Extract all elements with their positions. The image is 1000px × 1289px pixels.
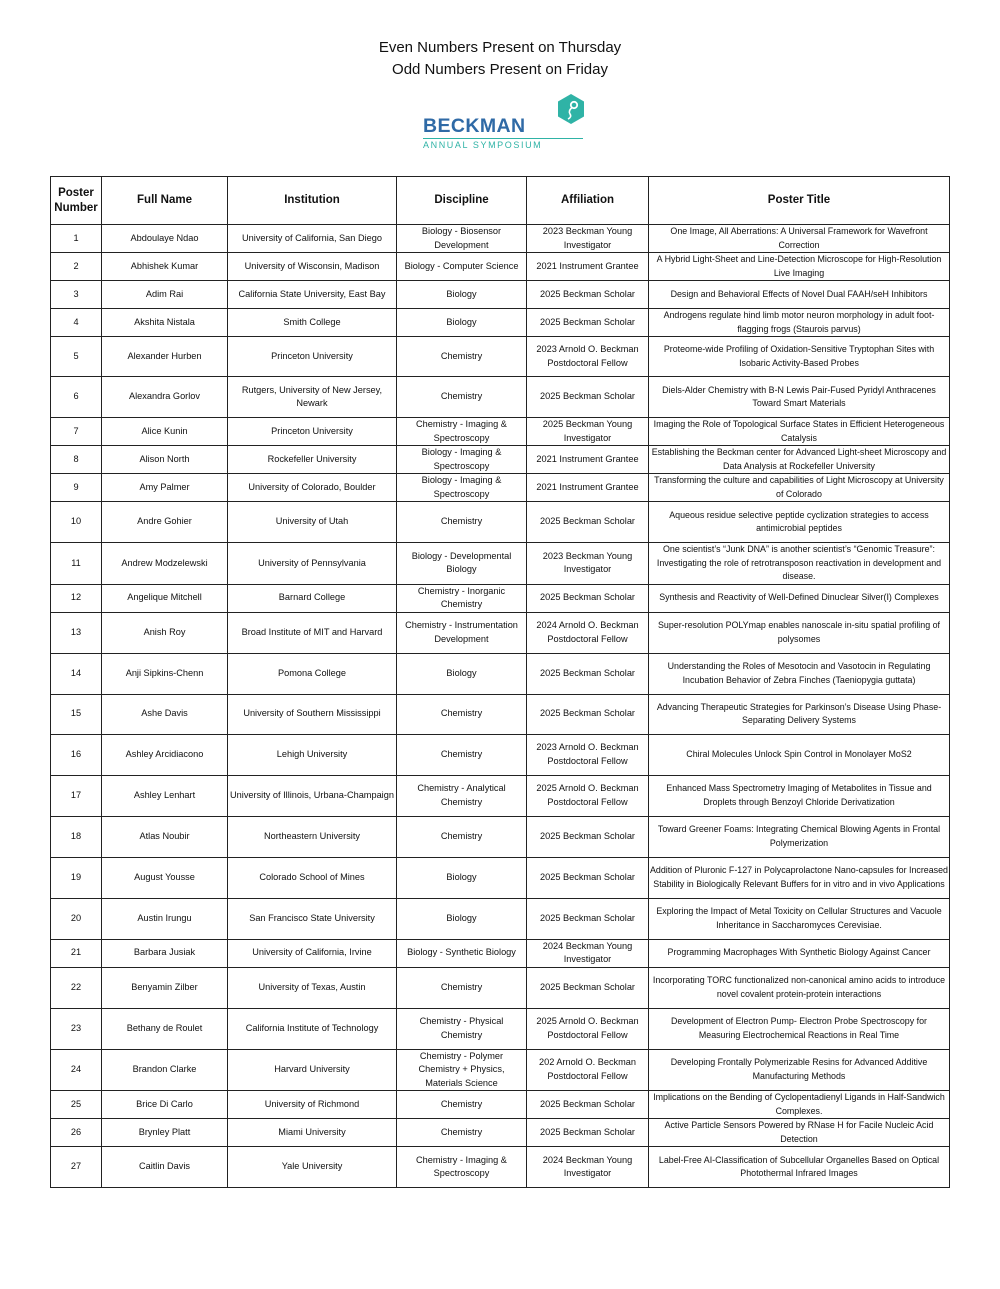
cell-poster-title: Transforming the culture and capabilities of Light Microscopy at University of Colorado xyxy=(649,474,950,502)
table-header-row xyxy=(51,177,950,225)
table-row xyxy=(51,446,950,474)
cell-full-name: Ashe Davis xyxy=(102,694,228,734)
cell-poster-title: One scientist’s “Junk DNA” is another scientist’s “Genomic Treasure”: Investigating the role of retrotransposon reactivation in development and disease. xyxy=(649,543,950,585)
cell-full-name: Brandon Clarke xyxy=(102,1049,228,1091)
cell-poster-number: 12 xyxy=(51,584,102,612)
cell-poster-title: One Image, All Aberrations: A Universal Framework for Wavefront Correction xyxy=(649,225,950,253)
cell-affiliation: 2023 Beckman Young Investigator xyxy=(527,225,649,253)
table-row xyxy=(51,502,950,543)
cell-full-name: Bethany de Roulet xyxy=(102,1008,228,1049)
cell-institution: Miami University xyxy=(228,1119,397,1147)
cell-full-name: Adim Rai xyxy=(102,281,228,309)
cell-full-name: Amy Palmer xyxy=(102,474,228,502)
cell-full-name: Alison North xyxy=(102,446,228,474)
cell-affiliation: 2025 Beckman Scholar xyxy=(527,898,649,939)
cell-full-name: Andre Gohier xyxy=(102,502,228,543)
cell-full-name: Barbara Jusiak xyxy=(102,939,228,967)
cell-poster-title: Design and Behavioral Effects of Novel Dual FAAH/seH Inhibitors xyxy=(649,281,950,309)
cell-institution: Broad Institute of MIT and Harvard xyxy=(228,612,397,653)
cell-discipline: Biology xyxy=(397,309,527,337)
table-row xyxy=(51,474,950,502)
beckman-logo xyxy=(420,94,586,156)
cell-discipline: Chemistry - Imaging & Spectroscopy xyxy=(397,418,527,446)
table-row xyxy=(51,418,950,446)
cell-poster-number: 18 xyxy=(51,816,102,857)
schedule-line-even: Even Numbers Present on Thursday xyxy=(378,39,622,56)
cell-poster-title: Androgens regulate hind limb motor neuron morphology in adult foot-flagging frogs (Staurois parvus) xyxy=(649,309,950,337)
cell-discipline: Chemistry - Instrumentation Development xyxy=(397,612,527,653)
cell-poster-number: 17 xyxy=(51,775,102,816)
cell-full-name: Ashley Arcidiacono xyxy=(102,734,228,775)
header-poster-title: Poster Title xyxy=(649,177,950,225)
cell-discipline: Chemistry - Analytical Chemistry xyxy=(397,775,527,816)
cell-full-name: Anish Roy xyxy=(102,612,228,653)
cell-poster-title: Enhanced Mass Spectrometry Imaging of Metabolites in Tissue and Droplets through Benzoyl Chloride Derivatization xyxy=(649,775,950,816)
cell-institution: Princeton University xyxy=(228,418,397,446)
cell-full-name: Alice Kunin xyxy=(102,418,228,446)
cell-poster-title: Chiral Molecules Unlock Spin Control in Monolayer MoS2 xyxy=(649,734,950,775)
cell-poster-number: 9 xyxy=(51,474,102,502)
cell-affiliation: 2025 Beckman Scholar xyxy=(527,694,649,734)
cell-discipline: Biology - Biosensor Development xyxy=(397,225,527,253)
cell-discipline: Biology - Imaging & Spectroscopy xyxy=(397,446,527,474)
cell-affiliation: 2025 Beckman Scholar xyxy=(527,502,649,543)
cell-affiliation: 2025 Beckman Young Investigator xyxy=(527,418,649,446)
cell-institution: California Institute of Technology xyxy=(228,1008,397,1049)
table-row xyxy=(51,653,950,694)
cell-affiliation: 2025 Beckman Scholar xyxy=(527,1091,649,1119)
cell-affiliation: 2025 Beckman Scholar xyxy=(527,653,649,694)
cell-institution: Pomona College xyxy=(228,653,397,694)
cell-institution: University of Pennsylvania xyxy=(228,543,397,585)
cell-affiliation: 2025 Beckman Scholar xyxy=(527,967,649,1008)
cell-poster-title: Advancing Therapeutic Strategies for Parkinson’s Disease Using Phase-Separating Delivery Systems xyxy=(649,694,950,734)
cell-discipline: Biology xyxy=(397,653,527,694)
cell-full-name: Brice Di Carlo xyxy=(102,1091,228,1119)
cell-poster-number: 19 xyxy=(51,857,102,898)
cell-affiliation: 202 Arnold O. Beckman Postdoctoral Fellow xyxy=(527,1049,649,1091)
cell-poster-number: 4 xyxy=(51,309,102,337)
cell-poster-number: 3 xyxy=(51,281,102,309)
header-discipline: Discipline xyxy=(397,177,527,225)
cell-poster-title: Aqueous residue selective peptide cyclization strategies to access antimicrobial peptides xyxy=(649,502,950,543)
cell-affiliation: 2023 Arnold O. Beckman Postdoctoral Fellow xyxy=(527,734,649,775)
cell-institution: University of Richmond xyxy=(228,1091,397,1119)
header-full-name: Full Name xyxy=(102,177,228,225)
cell-full-name: Brynley Platt xyxy=(102,1119,228,1147)
cell-full-name: Caitlin Davis xyxy=(102,1147,228,1188)
table-row xyxy=(51,1091,950,1119)
table-row xyxy=(51,253,950,281)
cell-affiliation: 2025 Beckman Scholar xyxy=(527,816,649,857)
table-row xyxy=(51,1049,950,1091)
cell-poster-number: 25 xyxy=(51,1091,102,1119)
cell-institution: Colorado School of Mines xyxy=(228,857,397,898)
cell-institution: Northeastern University xyxy=(228,816,397,857)
cell-full-name: Atlas Noubir xyxy=(102,816,228,857)
cell-discipline: Chemistry xyxy=(397,1091,527,1119)
table-row xyxy=(51,281,950,309)
cell-institution: Lehigh University xyxy=(228,734,397,775)
cell-poster-title: Proteome-wide Profiling of Oxidation-Sensitive Tryptophan Sites with Isobaric Activity-Based Probes xyxy=(649,337,950,377)
cell-poster-number: 8 xyxy=(51,446,102,474)
poster-table xyxy=(50,176,950,1188)
header-affiliation: Affiliation xyxy=(527,177,649,225)
cell-institution: Princeton University xyxy=(228,337,397,377)
cell-poster-title: Addition of Pluronic F-127 in Polycaprolactone Nano-capsules for Increased Stability in Biologically Relevant Buffers for in vitro and in vivo Applications xyxy=(649,857,950,898)
cell-discipline: Chemistry xyxy=(397,734,527,775)
cell-discipline: Chemistry xyxy=(397,1119,527,1147)
cell-poster-number: 23 xyxy=(51,1008,102,1049)
cell-poster-title: Label-Free AI-Classification of Subcellular Organelles Based on Optical Photothermal Infrared Images xyxy=(649,1147,950,1188)
cell-poster-number: 6 xyxy=(51,377,102,418)
cell-affiliation: 2023 Beckman Young Investigator xyxy=(527,543,649,585)
cell-affiliation: 2024 Beckman Young Investigator xyxy=(527,1147,649,1188)
cell-full-name: Andrew Modzelewski xyxy=(102,543,228,585)
cell-institution: University of Illinois, Urbana-Champaign xyxy=(228,775,397,816)
cell-discipline: Chemistry - Inorganic Chemistry xyxy=(397,584,527,612)
cell-discipline: Chemistry xyxy=(397,967,527,1008)
cell-discipline: Biology xyxy=(397,281,527,309)
cell-poster-number: 24 xyxy=(51,1049,102,1091)
table-row xyxy=(51,543,950,585)
cell-institution: Rockefeller University xyxy=(228,446,397,474)
cell-affiliation: 2025 Beckman Scholar xyxy=(527,1119,649,1147)
cell-full-name: Abhishek Kumar xyxy=(102,253,228,281)
cell-institution: Rutgers, University of New Jersey, Newark xyxy=(228,377,397,418)
cell-discipline: Chemistry - Polymer Chemistry + Physics, Materials Science xyxy=(397,1049,527,1091)
cell-institution: University of Wisconsin, Madison xyxy=(228,253,397,281)
cell-discipline: Biology - Imaging & Spectroscopy xyxy=(397,474,527,502)
cell-poster-title: Active Particle Sensors Powered by RNase H for Facile Nucleic Acid Detection xyxy=(649,1119,950,1147)
header-institution: Institution xyxy=(228,177,397,225)
table-row xyxy=(51,612,950,653)
table-row xyxy=(51,898,950,939)
cell-institution: University of California, Irvine xyxy=(228,939,397,967)
table-row xyxy=(51,694,950,734)
cell-poster-title: Establishing the Beckman center for Advanced Light-sheet Microscopy and Data Analysis at Rockefeller University xyxy=(649,446,950,474)
schedule-line-odd: Odd Numbers Present on Friday xyxy=(392,61,608,78)
cell-affiliation: 2025 Beckman Scholar xyxy=(527,281,649,309)
cell-affiliation: 2025 Beckman Scholar xyxy=(527,309,649,337)
cell-institution: California State University, East Bay xyxy=(228,281,397,309)
cell-discipline: Biology xyxy=(397,898,527,939)
cell-full-name: Abdoulaye Ndao xyxy=(102,225,228,253)
cell-poster-title: Exploring the Impact of Metal Toxicity on Cellular Structures and Vacuole Inheritance in Saccharomyces Cerevisiae. xyxy=(649,898,950,939)
table-row xyxy=(51,1147,950,1188)
cell-affiliation: 2025 Beckman Scholar xyxy=(527,857,649,898)
cell-poster-number: 2 xyxy=(51,253,102,281)
cell-institution: San Francisco State University xyxy=(228,898,397,939)
cell-affiliation: 2025 Arnold O. Beckman Postdoctoral Fellow xyxy=(527,775,649,816)
cell-poster-number: 22 xyxy=(51,967,102,1008)
cell-poster-number: 16 xyxy=(51,734,102,775)
cell-poster-number: 13 xyxy=(51,612,102,653)
table-row xyxy=(51,337,950,377)
table-row xyxy=(51,584,950,612)
cell-discipline: Biology - Computer Science xyxy=(397,253,527,281)
table-row xyxy=(51,1008,950,1049)
cell-discipline: Biology - Synthetic Biology xyxy=(397,939,527,967)
cell-full-name: Austin Irungu xyxy=(102,898,228,939)
cell-affiliation: 2025 Beckman Scholar xyxy=(527,377,649,418)
cell-discipline: Chemistry xyxy=(397,337,527,377)
table-row xyxy=(51,309,950,337)
cell-poster-number: 1 xyxy=(51,225,102,253)
table-row xyxy=(51,1119,950,1147)
cell-poster-title: Synthesis and Reactivity of Well-Defined Dinuclear Silver(I) Complexes xyxy=(649,584,950,612)
cell-full-name: Anji Sipkins-Chenn xyxy=(102,653,228,694)
beckman-hexagon-icon xyxy=(558,94,584,124)
cell-institution: University of Southern Mississippi xyxy=(228,694,397,734)
cell-discipline: Chemistry xyxy=(397,377,527,418)
cell-discipline: Biology - Developmental Biology xyxy=(397,543,527,585)
cell-poster-title: Imaging the Role of Topological Surface States in Efficient Heterogeneous Catalysis xyxy=(649,418,950,446)
cell-full-name: Ashley Lenhart xyxy=(102,775,228,816)
cell-poster-number: 26 xyxy=(51,1119,102,1147)
cell-poster-title: Implications on the Bending of Cyclopentadienyl Ligands in Half-Sandwich Complexes. xyxy=(649,1091,950,1119)
cell-institution: University of California, San Diego xyxy=(228,225,397,253)
cell-full-name: Benyamin Zilber xyxy=(102,967,228,1008)
cell-poster-number: 20 xyxy=(51,898,102,939)
cell-poster-number: 7 xyxy=(51,418,102,446)
cell-poster-number: 10 xyxy=(51,502,102,543)
cell-poster-title: Programming Macrophages With Synthetic Biology Against Cancer xyxy=(649,939,950,967)
cell-affiliation: 2021 Instrument Grantee xyxy=(527,474,649,502)
cell-poster-title: Incorporating TORC functionalized non-canonical amino acids to introduce novel covalent protein-protein interactions xyxy=(649,967,950,1008)
table-row xyxy=(51,225,950,253)
cell-affiliation: 2021 Instrument Grantee xyxy=(527,253,649,281)
cell-affiliation: 2025 Beckman Scholar xyxy=(527,584,649,612)
cell-poster-title: Toward Greener Foams: Integrating Chemical Blowing Agents in Frontal Polymerization xyxy=(649,816,950,857)
cell-discipline: Chemistry xyxy=(397,502,527,543)
cell-poster-number: 11 xyxy=(51,543,102,585)
header-poster-number: Poster Number xyxy=(51,177,102,225)
cell-discipline: Chemistry - Imaging & Spectroscopy xyxy=(397,1147,527,1188)
cell-poster-number: 5 xyxy=(51,337,102,377)
cell-affiliation: 2024 Arnold O. Beckman Postdoctoral Fellow xyxy=(527,612,649,653)
cell-institution: Smith College xyxy=(228,309,397,337)
cell-institution: Yale University xyxy=(228,1147,397,1188)
cell-institution: University of Texas, Austin xyxy=(228,967,397,1008)
table-row xyxy=(51,816,950,857)
cell-poster-number: 27 xyxy=(51,1147,102,1188)
table-row xyxy=(51,967,950,1008)
logo-wordmark: BECKMAN xyxy=(423,115,526,137)
cell-full-name: August Yousse xyxy=(102,857,228,898)
logo-subtitle: ANNUAL SYMPOSIUM xyxy=(423,140,543,150)
cell-poster-title: Diels-Alder Chemistry with B-N Lewis Pair-Fused Pyridyl Anthracenes Toward Smart Materials xyxy=(649,377,950,418)
cell-institution: Harvard University xyxy=(228,1049,397,1091)
table-row xyxy=(51,857,950,898)
cell-poster-title: Super-resolution POLYmap enables nanoscale in-situ spatial profiling of polysomes xyxy=(649,612,950,653)
cell-discipline: Chemistry xyxy=(397,694,527,734)
cell-full-name: Angelique Mitchell xyxy=(102,584,228,612)
cell-discipline: Chemistry - Physical Chemistry xyxy=(397,1008,527,1049)
table-row xyxy=(51,939,950,967)
cell-affiliation: 2024 Beckman Young Investigator xyxy=(527,939,649,967)
cell-full-name: Akshita Nistala xyxy=(102,309,228,337)
cell-poster-number: 15 xyxy=(51,694,102,734)
cell-poster-title: Understanding the Roles of Mesotocin and Vasotocin in Regulating Incubation Behavior of Zebra Finches (Taeniopygia guttata) xyxy=(649,653,950,694)
cell-affiliation: 2021 Instrument Grantee xyxy=(527,446,649,474)
cell-discipline: Chemistry xyxy=(397,816,527,857)
cell-institution: Barnard College xyxy=(228,584,397,612)
cell-full-name: Alexander Hurben xyxy=(102,337,228,377)
cell-discipline: Biology xyxy=(397,857,527,898)
cell-full-name: Alexandra Gorlov xyxy=(102,377,228,418)
cell-affiliation: 2025 Arnold O. Beckman Postdoctoral Fellow xyxy=(527,1008,649,1049)
cell-poster-number: 21 xyxy=(51,939,102,967)
cell-poster-title: Development of Electron Pump- Electron Probe Spectroscopy for Measuring Electrochemical Reactions in Real Time xyxy=(649,1008,950,1049)
table-row xyxy=(51,775,950,816)
logo-rule xyxy=(423,138,583,139)
cell-institution: University of Utah xyxy=(228,502,397,543)
cell-poster-title: Developing Frontally Polymerizable Resins for Advanced Additive Manufacturing Methods xyxy=(649,1049,950,1091)
cell-institution: University of Colorado, Boulder xyxy=(228,474,397,502)
cell-affiliation: 2023 Arnold O. Beckman Postdoctoral Fellow xyxy=(527,337,649,377)
cell-poster-title: A Hybrid Light-Sheet and Line-Detection Microscope for High-Resolution Live Imaging xyxy=(649,253,950,281)
table-row xyxy=(51,734,950,775)
cell-poster-number: 14 xyxy=(51,653,102,694)
table-row xyxy=(51,377,950,418)
